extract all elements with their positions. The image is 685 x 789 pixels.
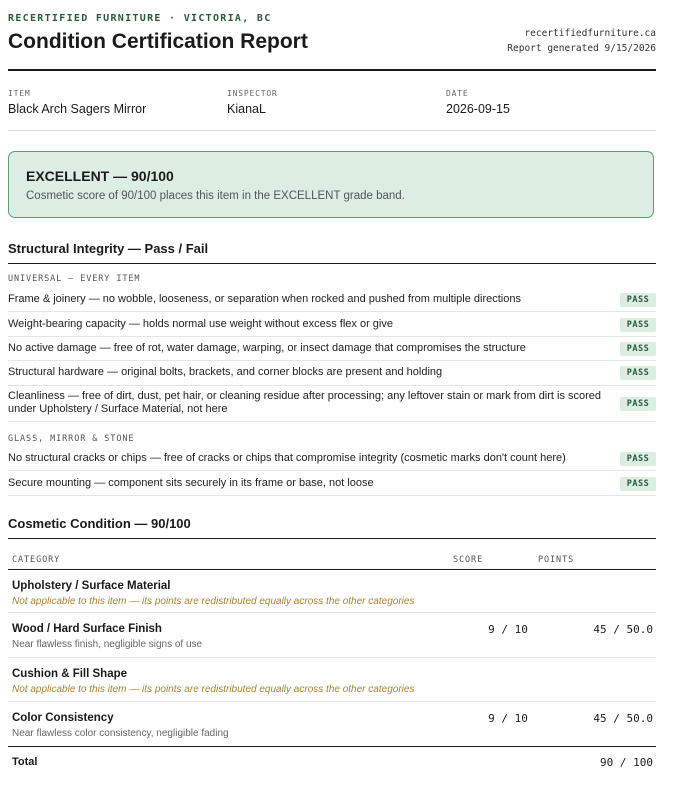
- brand-line: RECERTIFIED FURNITURE · VICTORIA, BC: [8, 13, 272, 24]
- meta-date: [446, 89, 510, 116]
- cosmetic-heading: Cosmetic Condition — 90/100: [8, 516, 191, 531]
- category-name: Cushion & Fill Shape: [12, 668, 128, 680]
- site-url[interactable]: recertifiedfurniture.ca: [524, 28, 656, 39]
- category-score: 9 / 10: [488, 712, 528, 725]
- column-header-points: POINTS: [538, 555, 575, 565]
- page-title: Condition Certification Report: [8, 30, 308, 53]
- pass-badge: PASS: [620, 293, 656, 307]
- group-label-universal: UNIVERSAL — EVERY ITEM: [8, 274, 141, 284]
- check-row: [8, 471, 656, 496]
- grade-title: EXCELLENT — 90/100: [26, 168, 174, 184]
- meta-inspector-value: KianaL: [227, 102, 266, 116]
- table-row: [8, 658, 656, 702]
- total-value: 90 / 100: [600, 756, 653, 769]
- check-row: [8, 287, 656, 312]
- pass-badge: PASS: [620, 477, 656, 491]
- check-row: [8, 446, 656, 471]
- check-row: [8, 337, 656, 361]
- check-text: Secure mounting — component sits securely in its frame or base, not loose: [8, 477, 374, 489]
- category-points: 45 / 50.0: [593, 712, 653, 725]
- grade-banner: [8, 151, 654, 218]
- category-name: Upholstery / Surface Material: [12, 580, 171, 592]
- check-text: Frame & joinery — no wobble, looseness, or separation when rocked and pushed from multiple directions: [8, 293, 521, 305]
- table-row: [8, 613, 656, 658]
- total-label: Total: [12, 756, 38, 768]
- check-text: Structural hardware — original bolts, brackets, and corner blocks are present and holding: [8, 366, 443, 378]
- grade-description: Cosmetic score of 90/100 places this item in the EXCELLENT grade band.: [26, 190, 405, 202]
- meta-inspector-label: INSPECTOR: [227, 89, 278, 98]
- group-label-glass: GLASS, MIRROR & STONE: [8, 434, 135, 444]
- pass-badge: PASS: [620, 366, 656, 380]
- category-note: Near flawless color consistency, negligible fading: [12, 728, 229, 739]
- meta-item-value: Black Arch Sagers Mirror: [8, 102, 147, 116]
- check-row: [8, 361, 656, 386]
- structural-heading: Structural Integrity — Pass / Fail: [8, 241, 209, 256]
- category-note: Not applicable to this item — its points are redistributed equally across the other categories: [12, 596, 415, 607]
- meta-item: [8, 89, 146, 116]
- meta-inspector: [227, 89, 278, 116]
- check-text: No active damage — free of rot, water damage, warping, or insect damage that compromises the structure: [8, 342, 526, 354]
- check-row: [8, 386, 656, 422]
- category-points: 45 / 50.0: [593, 623, 653, 636]
- column-header-score: SCORE: [453, 555, 484, 565]
- meta-date-value: 2026-09-15: [446, 102, 510, 116]
- table-row: [8, 570, 656, 613]
- category-name: Wood / Hard Surface Finish: [12, 623, 162, 635]
- pass-badge: PASS: [620, 318, 656, 332]
- column-header-category: CATEGORY: [12, 555, 61, 565]
- check-row: [8, 312, 656, 337]
- category-note: Not applicable to this item — its points are redistributed equally across the other categories: [12, 684, 415, 695]
- table-row: [8, 702, 656, 747]
- check-text: Weight-bearing capacity — holds normal use weight without excess flex or give: [8, 318, 393, 330]
- structural-divider: [8, 263, 656, 264]
- meta-item-label: ITEM: [8, 89, 31, 98]
- pass-badge: PASS: [620, 397, 656, 411]
- check-text: No structural cracks or chips — free of cracks or chips that compromise integrity (cosmetic marks don't count here): [8, 452, 566, 464]
- pass-badge: PASS: [620, 452, 656, 466]
- meta-date-label: DATE: [446, 89, 469, 98]
- cosmetic-divider: [8, 538, 656, 539]
- category-score: 9 / 10: [488, 623, 528, 636]
- header-divider: [8, 69, 656, 71]
- meta-divider: [8, 130, 656, 131]
- check-text: Cleanliness — free of dirt, dust, pet hair, or cleaning residue after processing; any leftover stain or mark from dirt is scored under Upholstery / Surface Material, not here: [8, 390, 602, 415]
- generated-date: Report generated 9/15/2026: [507, 43, 656, 54]
- pass-badge: PASS: [620, 342, 656, 356]
- category-name: Color Consistency: [12, 712, 114, 724]
- category-note: Near flawless finish, negligible signs of use: [12, 639, 203, 650]
